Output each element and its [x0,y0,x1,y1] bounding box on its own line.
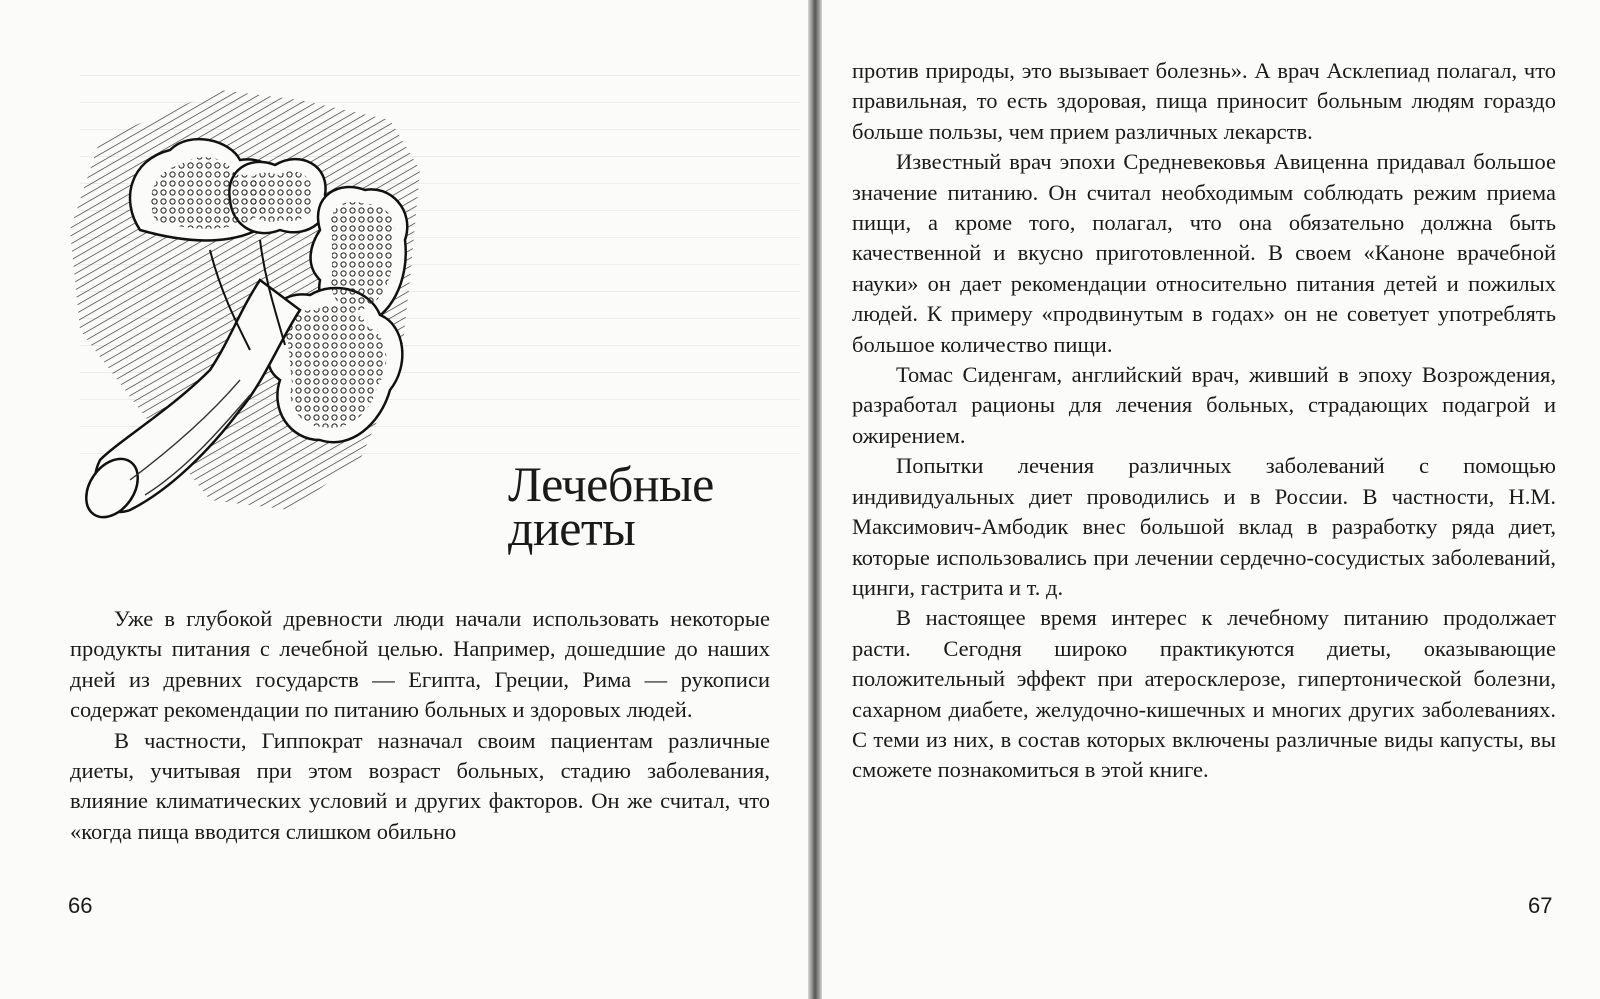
page-number-left: 66 [68,893,93,918]
page-number-right: 67 [1528,893,1553,918]
paragraph: против природы, это вызывает болезнь». А врач Асклепиад полагал, что правильная, то есть здоровая, пища приносит больным людям гораздо больше пользы, чем прием различных лекарств. [852,58,1556,144]
paragraph: Известный врач эпохи Средневековья Авиценна придавал большое значение питанию. Он считал необходимым соблюдать режим приема пищи, а кроме того, полагал, что она обязательно должна быть качественной и вкусно приготовленной. В своем «Каноне врачебной науки» он дает рекомендации относительно питания детей и пожилых людей. К примеру «продвинутым в годах» он не советует употреблять большое количество пищи. [852,149,1556,357]
paragraph: Уже в глубокой древности люди начали использовать некоторые продукты питания с лечебной целью. Например, дошедшие до наших дней из древних государств — Египта, Греции, Рима — рукописи содержат рекомендации по питанию больных и здоровых людей. [70,606,770,723]
paragraph: В частности, Гиппократ назначал своим пациентам различные диеты, учитывая при этом возраст больных, стадию заболевания, влияние климатических условий и других факторов. Он же считал, что «когда пища вводится слишком обильно [70,727,770,844]
paragraph: Попытки лечения различных заболеваний с помощью индивидуальных диет проводились и в России. В частности, Н.М. Максимович-Амбодик внес большой вклад в разработку ряда диет, которые использовались при лечении сердечно-сосудистых заболеваний, цинги, гастрита и т. д. [852,453,1556,600]
chapter-title [508,456,714,556]
chapter-title-line-1: Лечебные [508,456,714,512]
left-page-body [70,604,770,847]
book-gutter [808,0,822,999]
broccoli-illustration [60,80,440,520]
paragraph: Томас Сиденгам, английский врач, живший в эпоху Возрождения, разработал рационы для лечения больных, страдающих подагрой и ожирением. [852,362,1556,448]
paragraph: В настоящее время интерес к лечебному питанию продолжает расти. Сегодня широко практикуются диеты, оказывающие положительный эффект при атеросклерозе, гипертонической болезни, сахарном диабете, желудочно-кишечных и многих других заболеваниях. С теми из них, в состав которых включены различные виды капусты, вы сможете познакомиться в этой книге. [852,605,1556,783]
right-page [822,0,1600,999]
chapter-title-line-2: диеты [508,500,636,556]
right-page-body [852,56,1556,786]
